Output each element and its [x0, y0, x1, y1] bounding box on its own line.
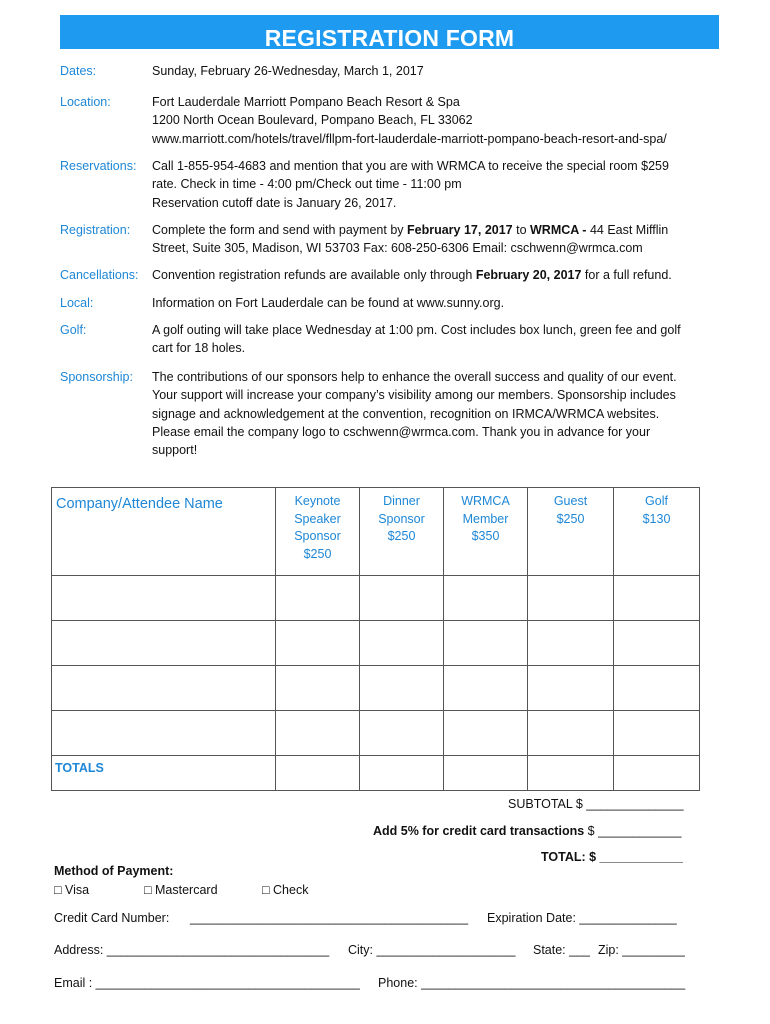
sponsorship-label: Sponsorship: — [60, 370, 133, 384]
dinner-cell[interactable] — [360, 621, 444, 666]
company-name-cell[interactable] — [52, 576, 276, 621]
check-checkbox[interactable]: □ Check — [262, 883, 309, 897]
guest-cell[interactable] — [528, 576, 614, 621]
form-title: REGISTRATION FORM — [60, 15, 719, 49]
member-cell[interactable] — [444, 711, 528, 756]
dinner-total-cell[interactable] — [360, 756, 444, 791]
local-label: Local: — [60, 296, 94, 310]
guest-cell[interactable] — [528, 711, 614, 756]
member-total-cell[interactable] — [444, 756, 528, 791]
subtotal-field[interactable]: SUBTOTAL $ ______________ — [508, 797, 684, 811]
golf-header: Golf $130 — [614, 488, 700, 576]
reservations-label: Reservations: — [60, 159, 137, 173]
member-cell[interactable] — [444, 576, 528, 621]
table-row — [52, 711, 700, 756]
location-text: Fort Lauderdale Marriott Pompano Beach Resort & Spa 1200 North Ocean Boulevard, Pompano Beach, FL 33062 www.marriott.com/hotels/travel/fllpm-fort-lauderdale-marriott-pompano-beach-resort-and-spa/ — [152, 93, 732, 148]
local-text: Information on Fort Lauderdale can be found at www.sunny.org. — [152, 296, 505, 310]
email-input[interactable]: Email : ______________________________________ — [54, 976, 360, 990]
dinner-sponsor-header: Dinner Sponsor $250 — [360, 488, 444, 576]
dinner-cell[interactable] — [360, 666, 444, 711]
city-input[interactable]: City: ____________________ — [348, 943, 516, 957]
golf-cell[interactable] — [614, 711, 700, 756]
keynote-cell[interactable] — [276, 666, 360, 711]
keynote-total-cell[interactable] — [276, 756, 360, 791]
credit-card-fee-field[interactable]: Add 5% for credit card transactions $ ____________ — [373, 824, 682, 838]
golf-cell[interactable] — [614, 621, 700, 666]
guest-cell[interactable] — [528, 621, 614, 666]
table-row — [52, 576, 700, 621]
company-name-cell[interactable] — [52, 711, 276, 756]
golf-cell[interactable] — [614, 666, 700, 711]
keynote-cell[interactable] — [276, 711, 360, 756]
reservations-text: Call 1-855-954-4683 and mention that you are with WRMCA to receive the special room $259 rate. Check in time - 4:00 pm/Check out time - 11:00 pm Reservation cutoff date is January 26, 2017. — [152, 159, 669, 210]
golf-text: A golf outing will take place Wednesday at 1:00 pm. Cost includes box lunch, green fee and golf cart for 18 holes. — [152, 323, 681, 356]
payment-method-title: Method of Payment: — [54, 864, 174, 878]
company-name-cell[interactable] — [52, 621, 276, 666]
golf-total-cell[interactable] — [614, 756, 700, 791]
phone-input[interactable]: Phone: ______________________________________ — [378, 976, 686, 990]
registration-label: Registration: — [60, 223, 131, 237]
expiration-date-input[interactable]: Expiration Date: ______________ — [487, 911, 677, 925]
dinner-cell[interactable] — [360, 711, 444, 756]
registration-text: Complete the form and send with payment by February 17, 2017 to WRMCA - 44 East Mifflin Street, Suite 305, Madison, WI 53703 Fax: 608-250-6306 Email: cschwenn@wrmca.com — [152, 223, 669, 256]
guest-total-cell[interactable] — [528, 756, 614, 791]
credit-card-label: Credit Card Number: — [54, 911, 170, 925]
totals-row — [52, 756, 700, 791]
state-input[interactable]: State: ___ — [533, 943, 590, 957]
keynote-cell[interactable] — [276, 576, 360, 621]
member-cell[interactable] — [444, 666, 528, 711]
mastercard-checkbox[interactable]: □ Mastercard — [144, 883, 218, 897]
total-field[interactable]: TOTAL: $ ____________ — [541, 850, 683, 864]
golf-cell[interactable] — [614, 576, 700, 621]
golf-label: Golf: — [60, 323, 87, 337]
location-label: Location: — [60, 95, 111, 109]
guest-header: Guest $250 — [528, 488, 614, 576]
cancellations-text: Convention registration refunds are available only through February 20, 2017 for a full refund. — [152, 268, 672, 282]
guest-cell[interactable] — [528, 666, 614, 711]
keynote-cell[interactable] — [276, 621, 360, 666]
hotel-url: www.marriott.com/hotels/travel/fllpm-fort-lauderdale-marriott-pompano-beach-resort-and-spa/ — [152, 131, 667, 146]
table-row — [52, 666, 700, 711]
visa-checkbox[interactable]: □ Visa — [54, 883, 90, 897]
keynote-sponsor-header: Keynote Speaker Sponsor $250 — [276, 488, 360, 576]
dinner-cell[interactable] — [360, 576, 444, 621]
company-attendee-header: Company/Attendee Name — [52, 488, 276, 576]
registration-table — [51, 487, 700, 791]
table-row — [52, 621, 700, 666]
table-header-row — [52, 488, 700, 576]
dates-text: Sunday, February 26-Wednesday, March 1, 2017 — [152, 64, 424, 78]
member-cell[interactable] — [444, 621, 528, 666]
company-name-cell[interactable] — [52, 666, 276, 711]
dates-label: Dates: — [60, 64, 97, 78]
cancellations-label: Cancellations: — [60, 268, 139, 282]
totals-label: TOTALS — [52, 756, 276, 791]
address-input[interactable]: Address: ________________________________ — [54, 943, 330, 957]
wrmca-member-header: WRMCA Member $350 — [444, 488, 528, 576]
sponsorship-text: The contributions of our sponsors help to enhance the overall success and quality of our event. Your support will increase your company’s visibility among our members. Sponsorship includes signage and acknowledgement at the convention, recognition on IRMCA/WRMCA websites. Please email the company logo to cschwenn@wrmca.com. Thank you in advance for your support! — [152, 370, 677, 458]
zip-input[interactable]: Zip: _________ — [598, 943, 685, 957]
credit-card-input[interactable]: ________________________________________ — [190, 911, 469, 925]
